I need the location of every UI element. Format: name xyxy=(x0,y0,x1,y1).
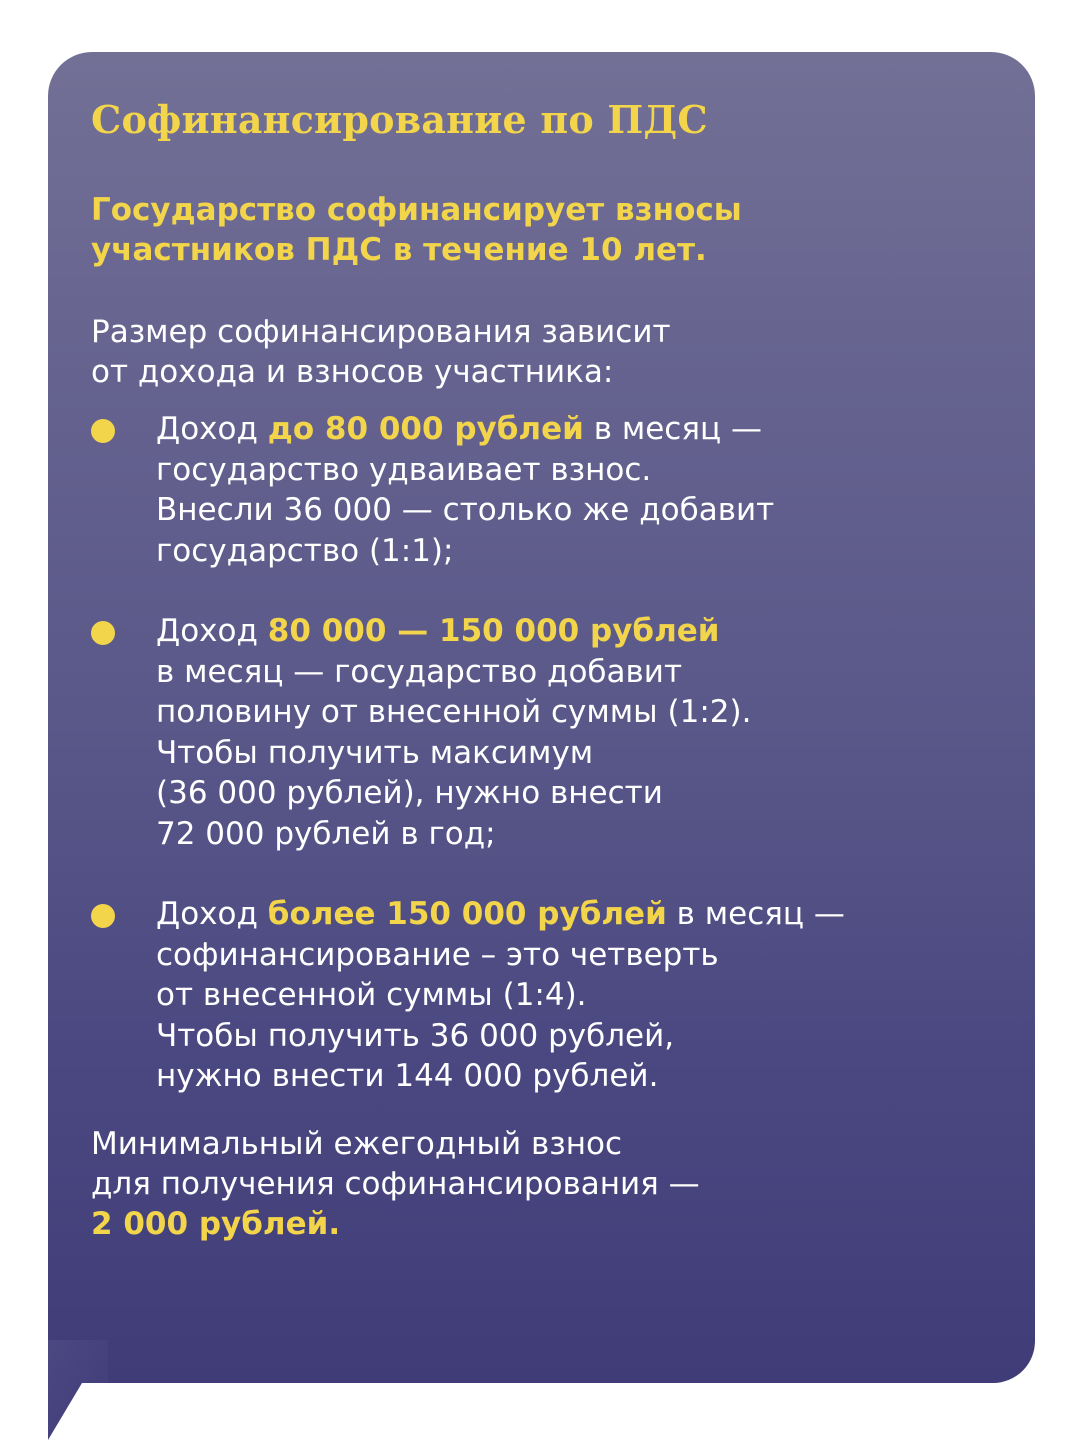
tier-highlight: до 80 000 рублей xyxy=(267,411,584,447)
bullet-dot-icon xyxy=(91,419,115,443)
tier-suffix: в месяц — xyxy=(583,411,762,447)
tier-prefix: Доход xyxy=(156,613,268,649)
tier-line: половину от внесенной суммы (1:2). xyxy=(156,694,752,730)
tier-line: от внесенной суммы (1:4). xyxy=(156,977,587,1013)
speech-bubble-tail-icon xyxy=(48,1340,108,1440)
tier-heading xyxy=(156,409,995,450)
tier-suffix: в месяц — xyxy=(666,896,845,932)
tier-line: в месяц — государство добавит xyxy=(156,653,683,690)
tier-line: софинансирование – это четверть xyxy=(156,936,719,973)
tier-prefix: Доход xyxy=(156,896,268,932)
tier-line: государство удваивает взнос. xyxy=(156,451,652,488)
tier-prefix: Доход xyxy=(156,411,268,447)
tier-line: нужно внести 144 000 рублей. xyxy=(156,1058,659,1094)
lead-text xyxy=(91,190,995,270)
intro-line-1: Размер софинансирования зависит xyxy=(91,314,671,350)
footer-line-2: для получения софинансирования — xyxy=(91,1165,700,1202)
lead-line-1: Государство софинансирует взносы xyxy=(91,192,742,228)
tier-line: Внесли 36 000 — столько же добавит xyxy=(156,492,775,528)
footer-line-1: Минимальный ежегодный взнос xyxy=(91,1125,623,1162)
list-item-tier-2 xyxy=(91,611,995,854)
tier-line: 72 000 рублей в год; xyxy=(156,815,496,852)
tier-heading xyxy=(156,611,995,652)
lead-line-2: участников ПДС в течение 10 лет. xyxy=(91,232,707,268)
info-card xyxy=(48,52,1035,1383)
intro-line-2: от дохода и взносов участника: xyxy=(91,354,614,390)
bullet-dot-icon xyxy=(91,621,115,645)
tier-highlight: 80 000 — 150 000 рублей xyxy=(267,613,720,649)
tier-highlight: более 150 000 рублей xyxy=(267,896,667,932)
list-item-tier-3 xyxy=(91,894,995,1097)
bullet-dot-icon xyxy=(91,904,115,928)
income-tier-list xyxy=(91,409,995,1097)
intro-text xyxy=(91,312,995,392)
list-item-tier-1 xyxy=(91,409,995,571)
tier-line: государство (1:1); xyxy=(156,532,454,569)
footer-highlight: 2 000 рублей. xyxy=(91,1205,341,1242)
card-title: Софинансирование по ПДС xyxy=(91,97,708,142)
tier-heading xyxy=(156,894,995,935)
footer-note xyxy=(91,1124,995,1244)
tier-line: Чтобы получить максимум xyxy=(156,734,594,771)
tier-line: (36 000 рублей), нужно внести xyxy=(156,775,663,811)
tier-line: Чтобы получить 36 000 рублей, xyxy=(156,1017,675,1054)
